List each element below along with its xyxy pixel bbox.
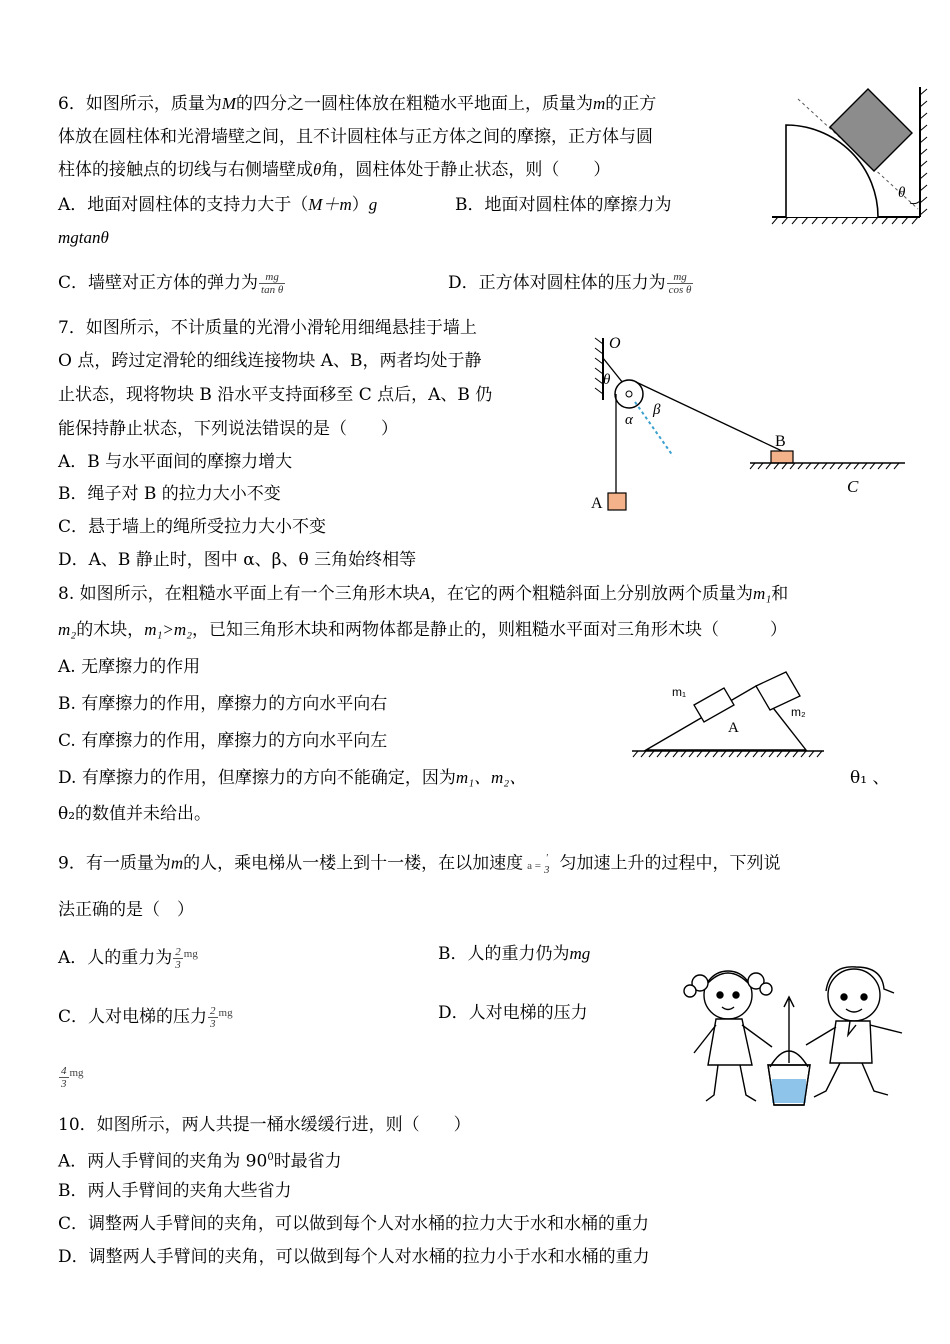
q7-option-a[interactable]: A．B 与水平面间的摩擦力增大 — [58, 452, 293, 472]
q7-figure — [585, 328, 910, 518]
q8-option-d-theta1: θ₁ 、 — [850, 768, 890, 788]
q6-option-a[interactable]: A．地面对圆柱体的支持力大于（M＋m）g — [58, 195, 378, 215]
q8-label-a: A — [728, 720, 739, 736]
q10-option-d[interactable]: D．调整两人手臂间的夹角，可以做到每个人对水桶的拉力小于水和水桶的重力 — [58, 1247, 650, 1267]
q6-option-d[interactable]: D．正方体对圆柱体的压力为 $\frac{mg}{\text{cos θ}}$ — [448, 271, 692, 296]
q7-stem-line1: 7．如图所示，不计质量的光滑小滑轮用细绳悬挂于墙上 — [58, 318, 477, 338]
q9-option-d-value: $\frac{4}{3}$ $^{mg}$ — [61, 1065, 84, 1090]
q7-stem-line4: 能保持静止状态，下列说法错误的是（ ） — [58, 419, 398, 439]
children-bucket-figure — [680, 955, 915, 1115]
q6-option-c[interactable]: C．墙壁对正方体的弹力为 $\frac{mg}{\text{tan θ}}$ — [58, 271, 284, 296]
q6-option-b[interactable]: B．地面对圆柱体的摩擦力为 — [455, 195, 672, 215]
q10-option-b[interactable]: B．两人手臂间的夹角大些省力 — [58, 1181, 292, 1201]
q9-stem-line2: 法正确的是（ ） — [58, 900, 194, 920]
q7-stem-line3: 止状态，现将物块 B 沿水平支持面移至 C 点后，A、B 仍 — [58, 385, 493, 405]
q8-stem-line2: m₂的木块，m₁>m₂，已知三角形木块和两物体都是静止的，则粗糙水平面对三角形木块（ ） — [58, 620, 788, 640]
q6-stem-line1: 6．如图所示，质量为M的四分之一圆柱体放在粗糙水平地面上，质量为m的正方 — [58, 94, 657, 114]
q6-option-b-cont: mgtanθ — [58, 228, 109, 247]
q7-label-alpha: α — [625, 412, 633, 428]
q7-option-b[interactable]: B．绳子对 B 的拉力大小不变 — [58, 484, 281, 504]
q6-figure — [770, 85, 930, 225]
q7-label-b: B — [775, 433, 786, 450]
q7-option-d[interactable]: D．A、B 静止时，图中 α、β、θ 三角始终相等 — [58, 550, 417, 570]
q9-option-a[interactable]: A．人的重力为 $\frac{2}{3}$ $^{mg}$ — [58, 946, 198, 971]
q8-option-d[interactable]: D. 有摩擦力的作用，但摩擦力的方向不能确定，因为m₁、m₂、 — [58, 768, 527, 788]
q7-label-theta: θ — [603, 372, 611, 388]
q7-label-o: O — [609, 335, 621, 352]
q9-option-b[interactable]: B．人的重力仍为mg — [438, 944, 591, 964]
q8-label-m1: m₁ — [672, 685, 687, 699]
q8-option-d-cont: θ₂的数值并未给出。 — [58, 804, 212, 824]
q6-stem-line3: 柱体的接触点的切线与右侧墙壁成θ角，圆柱体处于静止状态，则（ ） — [58, 160, 611, 180]
q9-option-c[interactable]: C．人对电梯的压力 $\frac{2}{3}$ $^{mg}$ — [58, 1005, 233, 1030]
q7-stem-line2: O 点，跨过定滑轮的细线连接物块 A、B，两者均处于静 — [58, 351, 482, 371]
q8-label-m2: m₂ — [791, 705, 806, 719]
q10-option-c[interactable]: C．调整两人手臂间的夹角，可以做到每个人对水桶的拉力大于水和水桶的重力 — [58, 1214, 650, 1234]
q10-option-a[interactable]: A．两人手臂间的夹角为 $90^0$时最省力 — [58, 1151, 342, 1172]
q10-stem: 10．如图所示，两人共提一桶水缓缓行进，则（ ） — [58, 1115, 471, 1135]
q8-option-b[interactable]: B. 有摩擦力的作用，摩擦力的方向水平向右 — [58, 694, 388, 714]
q7-label-beta: β — [653, 402, 661, 418]
q9-stem-line1: 9．有一质量为m的人，乘电梯从一楼上到十一楼，在以加速度 a = ' 3 匀加速上升的过程中，下列说 — [58, 852, 781, 876]
q8-stem-line1: 8. 如图所示，在粗糙水平面上有一个三角形木块A，在它的两个粗糙斜面上分别放两个质量为m₁和 — [58, 584, 789, 604]
q7-label-a: A — [591, 495, 603, 512]
q8-option-c[interactable]: C. 有摩擦力的作用，摩擦力的方向水平向左 — [58, 731, 388, 751]
q7-label-c: C — [847, 477, 859, 496]
q7-option-c[interactable]: C．悬于墙上的绳所受拉力大小不变 — [58, 517, 327, 537]
q6-theta-label: θ — [898, 185, 906, 201]
q8-figure — [628, 660, 828, 760]
q9-option-d[interactable]: D．人对电梯的压力 — [438, 1003, 588, 1023]
q8-option-a[interactable]: A. 无摩擦力的作用 — [58, 657, 201, 677]
q6-stem-line2: 体放在圆柱体和光滑墙壁之间，且不计圆柱体与正方体之间的摩擦，正方体与圆 — [58, 127, 653, 147]
